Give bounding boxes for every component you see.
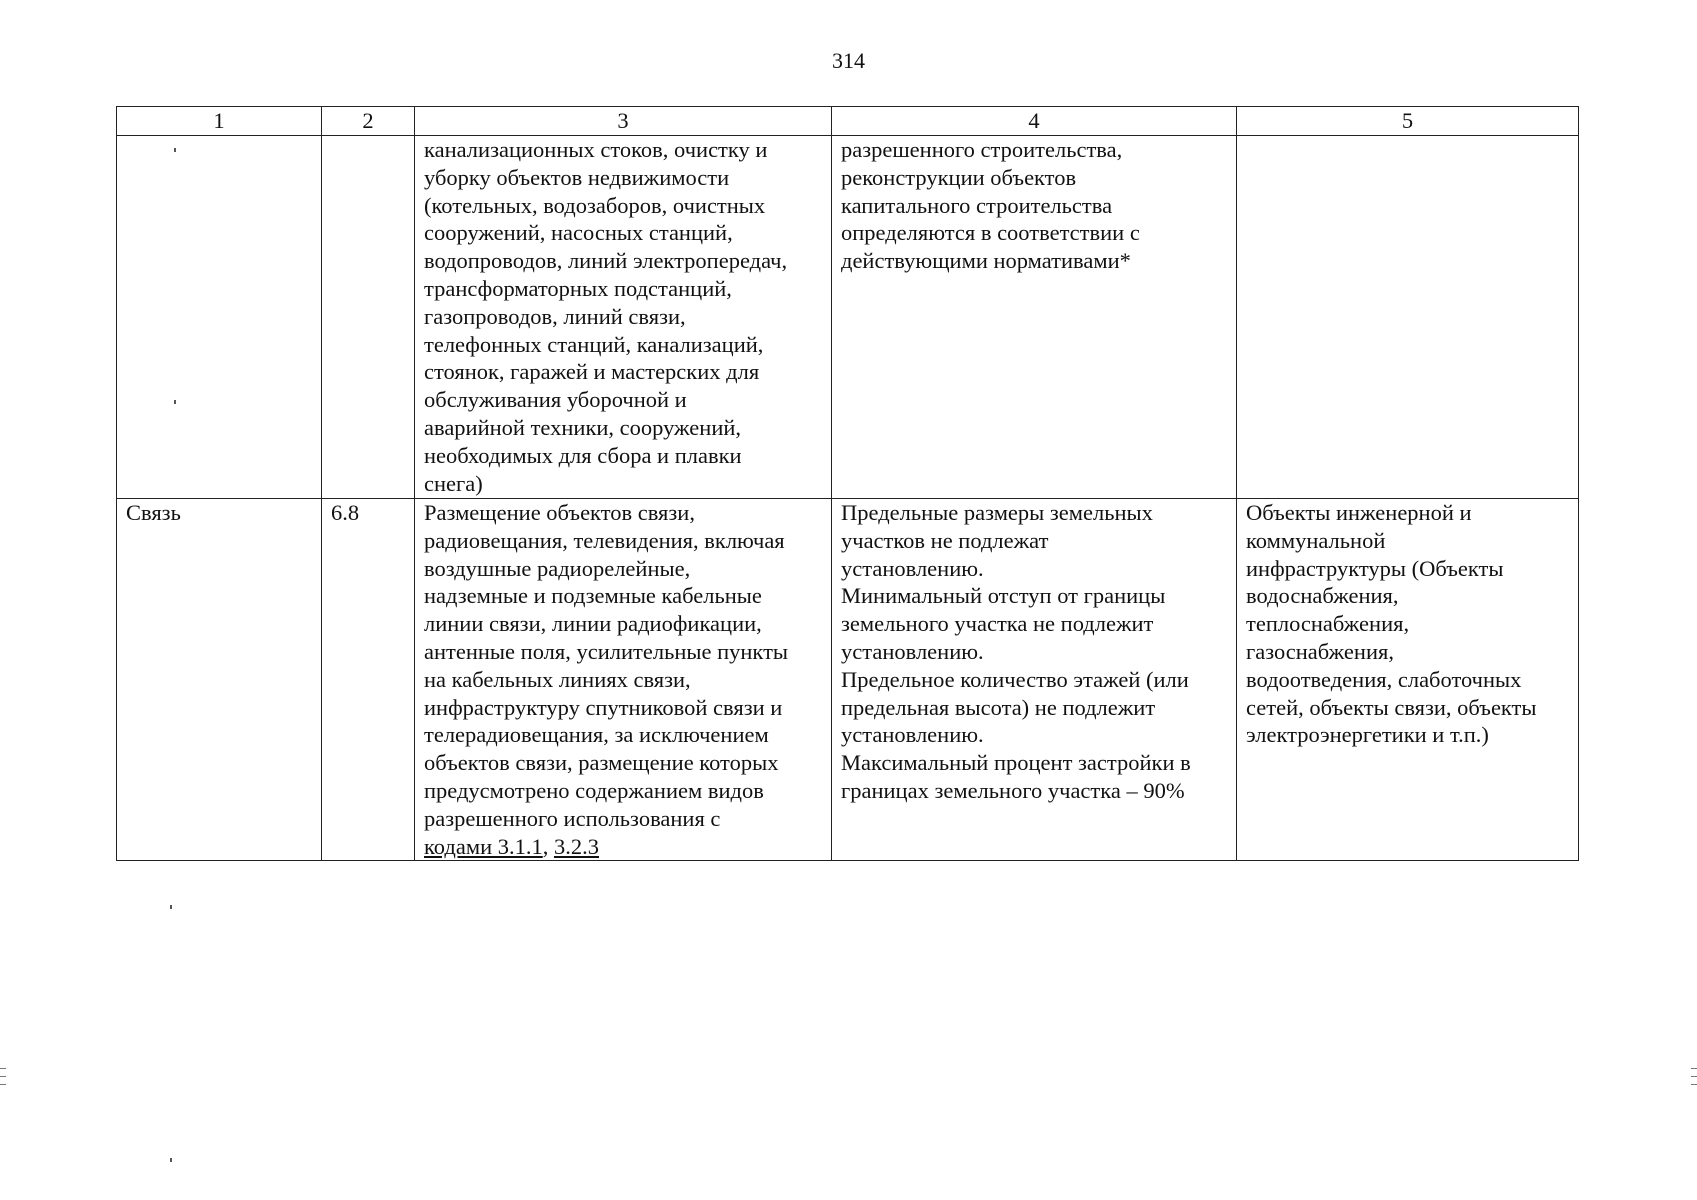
scan-edge-mark bbox=[0, 1084, 6, 1085]
page-number: 314 bbox=[832, 48, 865, 73]
cell-description: канализационных стоков, очистку и уборку объектов недвижимости (котельных, водозаборов, очистных сооружений, насосных станций, водопроводов, линий электропередач, трансформаторных подстанций, газопроводов, линий связи, телефонных станций, канализаций, стоянок, гаражей и мастерских для обслуживания уборочной и аварийной техники, сооружений, необходимых для сбора и плавки снега) bbox=[415, 136, 832, 499]
land-use-table bbox=[116, 106, 1579, 861]
cell-description bbox=[415, 499, 832, 861]
cell-parameters: Предельные размеры земельных участков не подлежат установлению. Минимальный отступ от границы земельного участка не подлежит установлению. Предельное количество этажей (или предельная высота) не подлежит установлению. Максимальный процент застройки в границах земельного участка – 90% bbox=[832, 499, 1237, 861]
scan-edge-mark bbox=[0, 1068, 6, 1069]
table-row bbox=[117, 499, 1579, 861]
scan-edge-mark bbox=[0, 1076, 6, 1077]
code-link-3-1-1[interactable]: кодами 3.1.1 bbox=[424, 833, 543, 859]
scan-edge-mark bbox=[1691, 1076, 1697, 1077]
column-header-4: 4 bbox=[832, 107, 1237, 136]
table-header-row bbox=[117, 107, 1579, 136]
code-link-separator: , bbox=[542, 833, 554, 859]
scan-speck bbox=[170, 905, 172, 909]
scan-speck bbox=[174, 400, 176, 404]
cell-objects bbox=[1237, 136, 1579, 499]
scan-edge-mark bbox=[1691, 1068, 1697, 1069]
code-link-3-2-3[interactable]: 3.2.3 bbox=[553, 833, 599, 859]
column-header-2: 2 bbox=[322, 107, 415, 136]
cell-code bbox=[322, 136, 415, 499]
cell-code: 6.8 bbox=[322, 499, 415, 861]
scan-speck bbox=[174, 148, 176, 152]
column-header-5: 5 bbox=[1237, 107, 1579, 136]
scan-edge-mark bbox=[1691, 1084, 1697, 1085]
cell-use-type bbox=[117, 136, 322, 499]
description-text: Размещение объектов связи, радиовещания, телевидения, включая воздушные радиорелейные, надземные и подземные кабельные линии связи, линии радиофикации, антенные поля, усилительные пункты на кабельных линиях связи, инфраструктуру спутниковой связи и телерадиовещания, за исключением объектов связи, размещение которых предусмотрено содержанием видов разрешенного использования с bbox=[424, 500, 789, 831]
table-row bbox=[117, 136, 1579, 499]
column-header-3: 3 bbox=[415, 107, 832, 136]
column-header-1: 1 bbox=[117, 107, 322, 136]
cell-objects: Объекты инженерной и коммунальной инфраструктуры (Объекты водоснабжения, теплоснабжения, газоснабжения, водоотведения, слаботочных сетей, объекты связи, объекты электроэнергетики и т.п.) bbox=[1237, 499, 1579, 861]
scan-speck bbox=[170, 1158, 172, 1162]
cell-parameters: разрешенного строительства, реконструкции объектов капитального строительства определяются в соответствии с действующими нормативами* bbox=[832, 136, 1237, 499]
cell-use-type: Связь bbox=[117, 499, 322, 861]
